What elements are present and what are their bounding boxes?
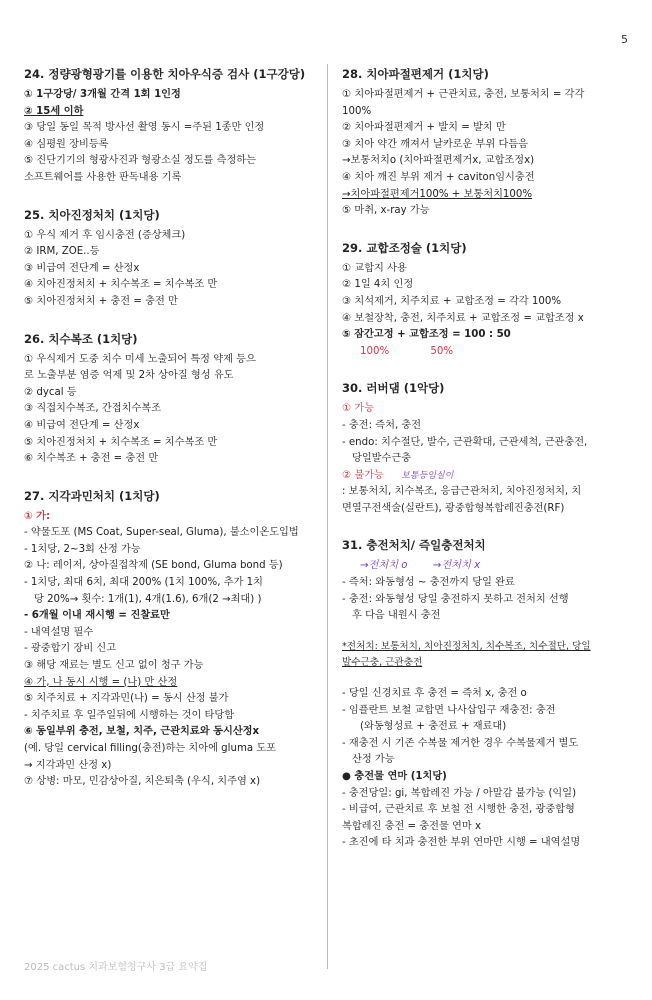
text-line: - 1치당, 2~3회 산정 가능 bbox=[24, 543, 141, 555]
text-line: ② 치아파절편제거 + 발치 = 발치 만 bbox=[342, 122, 506, 134]
left-column bbox=[24, 66, 312, 811]
text-line bbox=[342, 344, 632, 361]
text-line: 로 노출부분 염증 억제 및 2차 상아질 형성 유도 bbox=[24, 370, 234, 382]
text-line: ⑦ 상병: 마모, 민감상아질, 치은퇴축 (우식, 치주염 x) bbox=[24, 776, 261, 788]
text-line: ④ 치아 깨진 부위 제거 + caviton임시충전 bbox=[342, 171, 535, 183]
text-line: 당일발수근충 bbox=[352, 453, 412, 465]
right-column bbox=[342, 66, 632, 872]
text-line: →보통처치o (치아파절편제거x, 교합조정x) bbox=[342, 155, 535, 167]
text-line: ⑤ 진단기기의 형광사진과 형광소실 정도를 측정하는 bbox=[24, 155, 256, 167]
text-line: - 충전: 와동형성 당일 충전하지 못하고 전처치 선행 bbox=[342, 593, 569, 605]
text-line: - 즉처: 와동형성 ~ 충전까지 당일 완료 bbox=[342, 577, 515, 589]
text-line: - 임플란트 보철 교합면 나사삽입구 재충전: 충전 bbox=[342, 704, 556, 716]
text-line: ② 나: 레이저, 상아질접착제 (SE bond, Gluma bond 등) bbox=[24, 560, 283, 572]
text-line: - 1치당, 최대 6치, 최대 200% (1치 100%, 추가 1치 bbox=[24, 577, 263, 589]
text-line: ③ 직접치수복조, 간접치수복조 bbox=[24, 403, 161, 415]
text-line: ③ 당일 동일 목적 방사선 촬영 동시 =주된 1종만 인정 bbox=[24, 122, 265, 134]
text-line: 후 다음 내원시 충전 bbox=[352, 610, 441, 622]
percent-label: 50% bbox=[430, 345, 454, 357]
text-line: 소프트웨어를 사용한 판독내용 기록 bbox=[24, 171, 182, 183]
text-line: ① 교합지 사용 bbox=[342, 262, 407, 274]
handwritten-note: 보통등임실이 bbox=[401, 470, 454, 481]
text-line: ⑤ 마취, x-ray 가능 bbox=[342, 205, 430, 217]
section-30 bbox=[342, 380, 632, 517]
text-line: ① 우식제거 도중 치수 미세 노출되어 특정 약제 등으 bbox=[24, 353, 256, 365]
column-divider bbox=[327, 64, 328, 969]
text-line: ⑥ 동일부위 충전, 보철, 치주, 근관치료와 동시산정x bbox=[24, 726, 260, 738]
text-line: ④ 치아진정처치 + 치수복조 = 치수복조 만 bbox=[24, 279, 218, 291]
text-line: ① 우식 제거 후 임시충전 (증상체크) bbox=[24, 229, 186, 241]
text-line: - 내역설명 필수 bbox=[24, 626, 94, 638]
section-27 bbox=[24, 488, 312, 791]
text-line: : 보통처치, 치수복조, 응급근관처치, 치아진정처치, 치 bbox=[342, 486, 582, 498]
text-line: - 충전당일: gi, 복합레진 가능 / 아말감 불가능 (익일) bbox=[342, 787, 577, 799]
percent-label: 100% bbox=[360, 345, 390, 357]
text-line: - 6개월 이내 재시행 = 진찰료만 bbox=[24, 610, 170, 622]
text-line: (와동형성료 + 충전료 + 재료대) bbox=[360, 721, 507, 733]
text-line: ③ 치석제거, 치주치료 + 교합조정 = 각각 100% bbox=[342, 295, 562, 307]
text-line: - 재충전 시 기존 수복물 제거한 경우 수복물제거 별도 bbox=[342, 737, 579, 749]
section-title: 31. 충전처치/ 즉일충전처치 bbox=[342, 538, 486, 553]
text-line: ④ 심평원 장비등록 bbox=[24, 138, 109, 150]
text-line: - 초진에 타 치과 충전한 부위 연마만 시행 = 내역설명 bbox=[342, 837, 581, 849]
text-line: ⑤ 치주치료 + 지각과민(나) = 동시 산정 불가 bbox=[24, 693, 229, 705]
section-title: 29. 교합조정술 (1치당) bbox=[342, 240, 467, 255]
text-line bbox=[342, 468, 632, 485]
text-line: ⑤ 잠간고정 + 교합조정 = 100 : 50 bbox=[342, 329, 511, 341]
text-line: (예. 당일 cervical filling(충전)하는 치아에 gluma 도포 bbox=[24, 743, 277, 754]
text-line: ① 가능 bbox=[342, 403, 375, 415]
text-line: - 약물도포 (MS Coat, Super-seal, Gluma), 불소이온도입법 bbox=[24, 527, 299, 539]
text-line: ② IRM, ZOE..등 bbox=[24, 246, 100, 258]
section-title: 26. 치수복조 (1치당) bbox=[24, 331, 138, 346]
text-line: ④ 보철장착, 충전, 치주치료 + 교합조정 = 교합조정 x bbox=[342, 312, 584, 324]
section-29 bbox=[342, 240, 632, 361]
text-line: → 지각과민 산정 x) bbox=[24, 759, 112, 771]
text-line: - 치주치료 후 일주일뒤에 시행하는 것이 타당함 bbox=[24, 709, 235, 721]
section-title: 24. 정량광형광기를 이용한 치아우식증 검사 (1구강당) bbox=[24, 67, 306, 81]
text-line: ① 가: bbox=[24, 510, 51, 522]
text-line: ③ 비급여 전단계 = 산정x bbox=[24, 262, 140, 274]
section-26 bbox=[24, 331, 312, 468]
text-line: ④ 가, 나 동시 시행 = (나) 만 산정 bbox=[24, 676, 178, 688]
text-line: →치아파절편제거100% + 보통처치100% bbox=[342, 188, 533, 200]
handwritten-note: →전처치 x bbox=[432, 560, 481, 572]
text-line: - endo: 치수절단, 발수, 근관확대, 근관세척, 근관충전, bbox=[342, 436, 588, 448]
text-line: ③ 해당 재료는 별도 신고 없이 청구 가능 bbox=[24, 660, 204, 672]
text-line: ③ 치아 약간 깨져서 날카로운 부위 다듬음 bbox=[342, 138, 529, 150]
page-number: 5 bbox=[621, 33, 628, 46]
text-line: ① 1구강당/ 3개월 간격 1회 1인정 bbox=[24, 89, 181, 100]
footer-text: 2025 cactus 치과보험청구사 3급 요약집 bbox=[24, 962, 208, 973]
text-line bbox=[342, 558, 632, 575]
text-line: - 당일 신경치료 후 충전 = 즉처 x, 충전 o bbox=[342, 688, 527, 700]
text-line: 산정 가능 bbox=[352, 754, 395, 766]
text-line: 복합레진 충전 = 충전물 연마 x bbox=[342, 820, 482, 832]
section-24 bbox=[24, 66, 312, 187]
text-line: 면열구전색술(실란트), 광중합형복합레진충전(RF) bbox=[342, 502, 565, 514]
text-line: ④ 비급여 전단계 = 산정x bbox=[24, 419, 140, 431]
text-line: ① 치아파절편제거 + 근관치료, 충전, 보통처치 = 각각 bbox=[342, 89, 585, 100]
text-line: ② 15세 이하 bbox=[24, 105, 84, 117]
label-unavailable: ② 불가능 bbox=[342, 469, 384, 481]
handwritten-note: →전처치 o bbox=[360, 560, 408, 572]
section-title: 30. 러버댐 (1악당) bbox=[342, 381, 445, 396]
section-31 bbox=[342, 537, 632, 852]
text-line: - 비급여, 근관치료 후 보철 전 시행한 충전, 광중합형 bbox=[342, 804, 575, 816]
text-line: ② 1일 4치 인정 bbox=[342, 279, 414, 291]
section-25 bbox=[24, 207, 312, 311]
text-line: 당 20%→ 횟수: 1개(1), 4개(1.6), 6개(2 →최대) ) bbox=[34, 593, 262, 605]
section-title: 27. 지각과민처치 (1치당) bbox=[24, 488, 160, 503]
text-line: 100% bbox=[342, 105, 372, 117]
text-line: ⑥ 치수복조 + 충전 = 충전 만 bbox=[24, 453, 159, 465]
text-line: ● 충전물 연마 (1치당) bbox=[342, 771, 447, 782]
text-line: 발수근충, 근관충전 bbox=[342, 657, 423, 669]
text-line: *전처치: 보통처치, 치아진정처치, 치수복조, 치수절단, 당일 bbox=[342, 640, 591, 652]
text-line: - 광중합기 장비 신고 bbox=[24, 643, 117, 655]
text-line: ② dycal 등 bbox=[24, 386, 77, 398]
section-title: 28. 치아파절편제거 (1치당) bbox=[342, 67, 489, 81]
section-title: 25. 치아진정처치 (1치당) bbox=[24, 207, 160, 222]
section-28 bbox=[342, 66, 632, 220]
text-line: ⑤ 치아진정처치 + 충전 = 충전 만 bbox=[24, 295, 178, 307]
text-line: ⑤ 치아진정처치 + 치수복조 = 치수복조 만 bbox=[24, 436, 218, 448]
text-line: - 충전: 즉처, 충전 bbox=[342, 419, 422, 431]
